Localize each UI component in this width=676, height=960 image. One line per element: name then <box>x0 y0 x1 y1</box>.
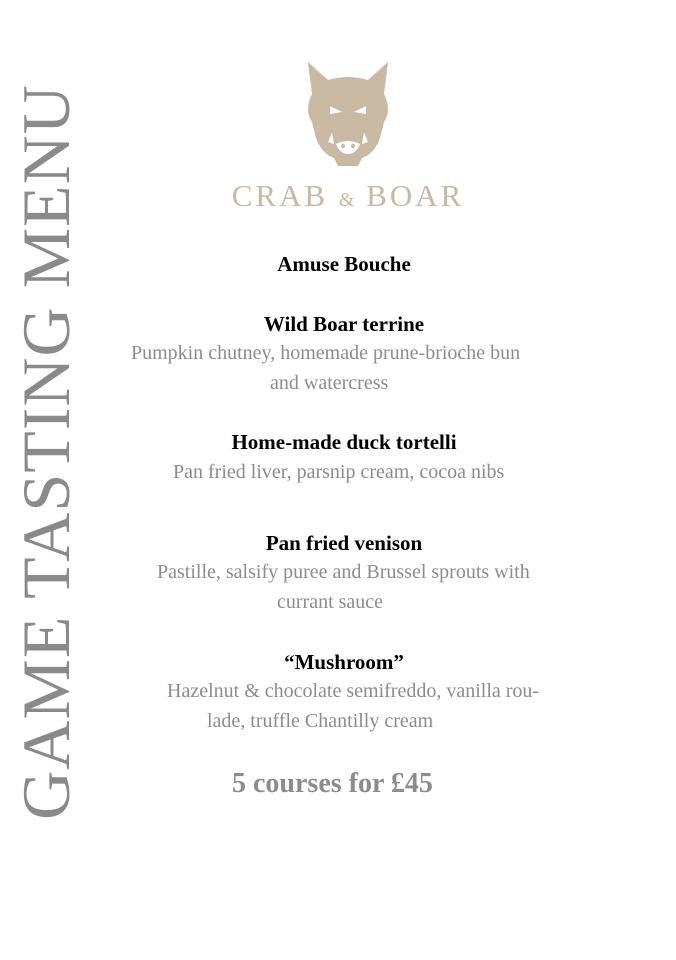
brand-name-right: BOAR <box>366 178 465 213</box>
side-title: GAME TASTING MENU <box>8 84 84 820</box>
course-title-duck-tortelli: Home-made duck tortelli <box>231 430 457 454</box>
brand-name <box>220 178 476 214</box>
brand-ampersand: & <box>338 189 356 211</box>
boar-head-icon <box>300 58 396 170</box>
course-desc-line: Pastille, salsify puree and Brussel sprouts with <box>157 561 530 583</box>
course-title-wild-boar: Wild Boar terrine <box>263 312 425 336</box>
course-desc-line: lade, truffle Chantilly cream <box>207 710 434 732</box>
course-desc-line: Hazelnut & chocolate semifreddo, vanilla rou- <box>167 680 540 702</box>
course-title-amuse-bouche: Amuse Bouche <box>277 252 411 276</box>
course-desc-line: Pan fried liver, parsnip cream, cocoa nibs <box>173 461 505 483</box>
course-desc-line: and watercress <box>270 372 389 394</box>
price-summary: 5 courses for £45 <box>232 768 433 799</box>
course-desc-line: Pumpkin chutney, homemade prune-brioche bun <box>131 342 521 364</box>
course-title-mushroom: “Mushroom” <box>284 650 404 674</box>
course-desc-line: currant sauce <box>277 591 384 613</box>
brand-name-left: CRAB <box>231 178 329 213</box>
course-title-venison: Pan fried venison <box>265 531 423 555</box>
